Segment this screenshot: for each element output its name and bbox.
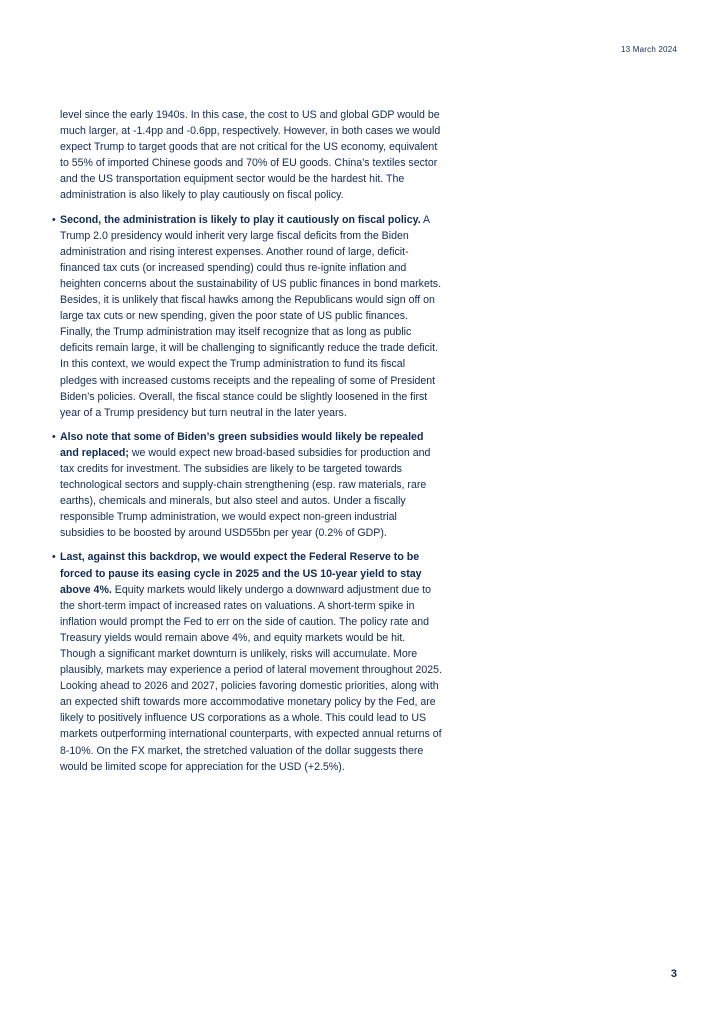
report-date: 13 March 2024 — [621, 45, 677, 54]
bullet-fiscal-policy — [51, 212, 443, 421]
bullet-marker: • — [52, 213, 56, 226]
bullet-lead-text: Second, the administration is likely to play it cautiously on fiscal policy. — [60, 213, 421, 226]
bullet-marker: • — [52, 551, 56, 564]
bullet-body-text: Equity markets would likely undergo a downward adjustment due to the short-term impact of increased rates on valuations. A short-term spike in inflation would prompt the Fed to err on the side of caution. The policy rate and Treasury yields would remain above 4%, and equity markets would be hit. Though a significant market downturn is unlikely, risks will accumulate. More plausibly, markets may experience a period of lateral movement throughout 2025. Looking ahead to 2026 and 2027, policies favoring domestic priorities, along with an expected shift towards more accommodative monetary policy by the Fed, are likely to positively influence US corporations as a whole. This could lead to US markets outperforming international counterparts, with expected annual returns of 8-10%. On the FX market, the stretched valuation of the dollar suggests there would be limited scope for appreciation for the USD (+2.5%). — [60, 583, 442, 773]
bullet-lead-text: Last, against this backdrop, we would expect the Federal Reserve to be forced to pause its easing cycle in 2025 and the US 10-year yield to stay above 4%. — [60, 551, 422, 596]
bullet-body-text: we would expect new broad-based subsidies for production and tax credits for investment. The subsidies are likely to be targeted towards technological sectors and supply-chain strengthening (esp. raw materials, rare earths), chemicals and minerals, but also steel and autos. Under a fiscally responsible Trump administration, we would expect non-green industrial subsidies to be boosted by around USD55bn per year (0.2% of GDP). — [60, 446, 431, 540]
bullet-marker: • — [52, 430, 56, 443]
bullet-green-subsidies — [51, 429, 443, 542]
intro-paragraph: level since the early 1940s. In this case, the cost to US and global GDP would be much larger, at -1.4pp and -0.6pp, respectively. However, in both cases we would expect Trump to target goods that are not critical for the US economy, equivalent to 55% of imported Chinese goods and 70% of EU goods. China’s textiles sector and the US transportation equipment sector would be the hardest hit. The administration is also likely to play cautiously on fiscal policy. — [60, 109, 441, 202]
page-number: 3 — [670, 968, 677, 980]
main-content — [51, 107, 443, 783]
bullet-lead-text: Also note that some of Biden’s green subsidies would likely be repealed and replaced; — [60, 430, 424, 459]
bullet-body-text: A Trump 2.0 presidency would inherit very large fiscal deficits from the Biden administration and rising interest expenses. Another round of large, deficit-financed tax cuts (or increased spending) could thus re-ignite inflation and heighten concerns about the sustainability of US public finances in bond markets. Besides, it is unlikely that fiscal hawks among the Republicans would sign off on large tax cuts or new spending, given the poor state of US public finances. Finally, the Trump administration may itself recognize that as long as public deficits remain large, it will be challenging to significantly reduce the trade deficit. In this context, we would expect the Trump administration to fund its fiscal pledges with increased customs receipts and the repealing of some of President Biden’s policies. Overall, the fiscal stance could be slightly loosened in the first year of a Trump presidency but turn neutral in the later years. — [60, 213, 442, 419]
bullet-federal-reserve — [51, 549, 443, 774]
